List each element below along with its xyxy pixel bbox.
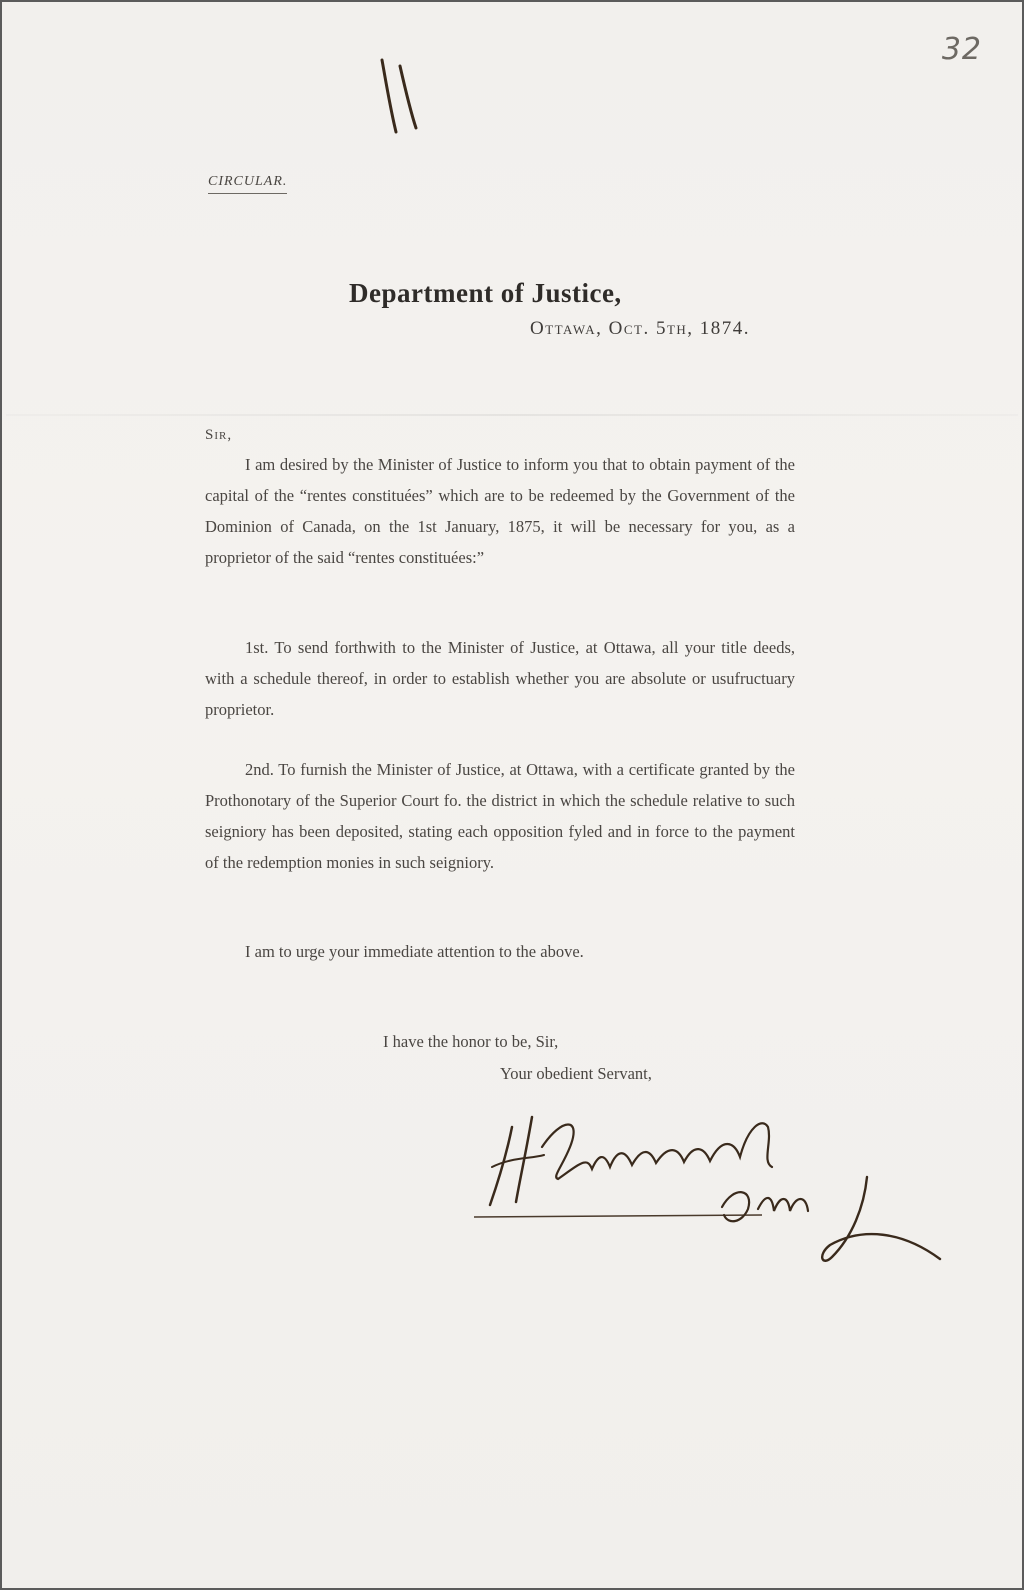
pen-mark-icon [372,52,432,142]
paragraph-urge: I am to urge your immediate attention to the above. [245,942,584,961]
paper-fold-line [6,414,1018,416]
page-number: 32 [941,32,982,67]
paragraph-second-item: 2nd. To furnish the Minister of Justice, at Ottawa, with a certificate granted by the Prothonotary of the Superior Court fo. the district in which the schedule relative to such seigniory has been deposited, stating each opposition fyled and in force to the payment of the redemption monies in such seigniory. [205,760,795,872]
paragraph-intro: I am desired by the Minister of Justice to inform you that to obtain payment of the capital of the “rentes constituées” which are to be redeemed by the Government of the Dominion of Canada, on the 1st January, 1875, it will be necessary for you, as a proprietor of the said “rentes constituées:” [205,455,795,567]
salutation: Sir, [205,427,233,443]
closing-line-honor: I have the honor to be, Sir, [383,1032,559,1051]
department-title: Department of Justice, [349,278,622,308]
dateline: Ottawa, Oct. 5th, 1874. [530,318,751,339]
circular-label: CIRCULAR. [208,174,287,194]
paragraph-first-item: 1st. To send forthwith to the Minister of Justice, at Ottawa, all your title deeds, with a schedule thereof, in order to establish whether you are absolute or usufructuary proprietor. [205,638,795,719]
closing-line-servant: Your obedient Servant, [500,1064,652,1083]
handwritten-signature [472,1107,962,1277]
